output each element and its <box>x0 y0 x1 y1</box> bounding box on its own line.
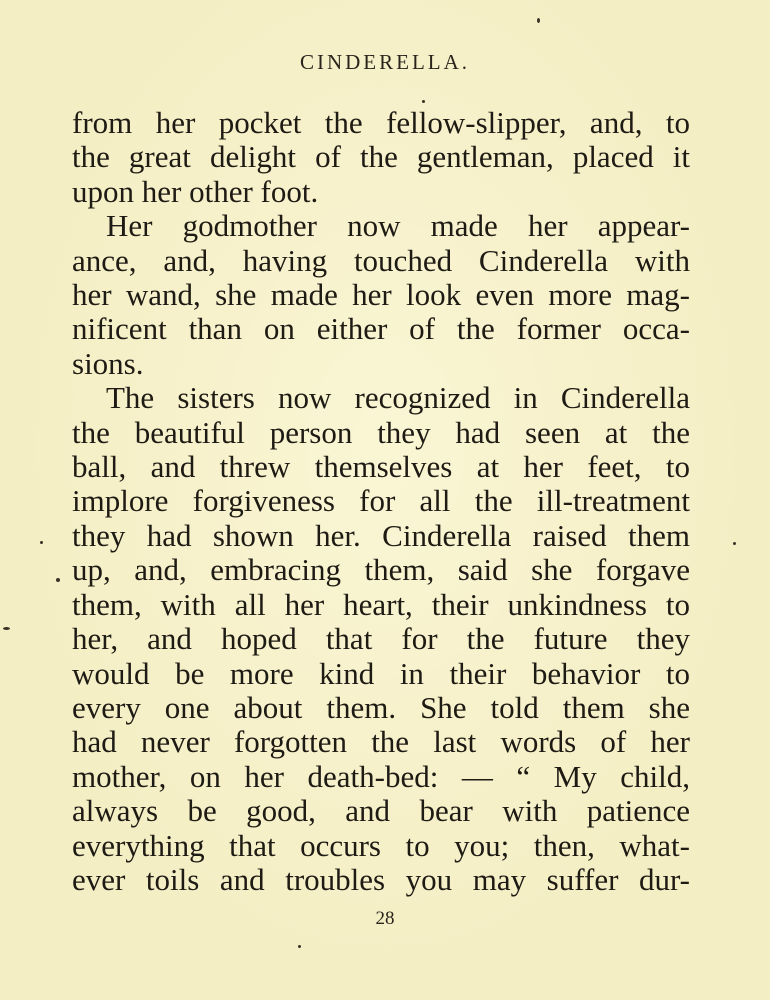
text-line: nificent than on either of the former occa- <box>72 311 690 347</box>
paper-speck <box>733 542 736 545</box>
text-line: implore forgiveness for all the ill-treatment <box>72 483 690 519</box>
paragraph-1 <box>72 106 690 209</box>
text-line: from her pocket the fellow-slipper, and, to <box>72 105 690 140</box>
running-title: CINDERELLA. <box>299 50 471 74</box>
body-text <box>72 106 690 897</box>
text-line: her wand, she made her look even more mag- <box>72 277 690 313</box>
text-line: had never forgotten the last words of her <box>72 724 690 760</box>
text-line: the beautiful person they had seen at the <box>72 414 690 450</box>
paragraph-3 <box>72 381 690 897</box>
text-line: everything that occurs to you; then, what- <box>72 827 690 863</box>
text-line: they had shown her. Cinderella raised them <box>72 517 690 553</box>
text-line: upon her other foot. <box>72 173 319 209</box>
text-line: sions. <box>72 345 144 381</box>
paper-speck <box>3 627 10 630</box>
text-line: up, and, embracing them, said she forgave <box>72 552 690 588</box>
paper-speck <box>537 18 540 23</box>
text-line: ball, and threw themselves at her feet, to <box>72 449 690 485</box>
text-line: the great delight of the gentleman, placed it <box>72 139 690 175</box>
paper-speck <box>422 100 425 103</box>
text-line: ever toils and troubles you may suffer dur- <box>72 861 690 897</box>
page-number: 28 <box>375 908 395 929</box>
paper-speck <box>56 578 60 582</box>
text-line: her, and hoped that for the future they <box>72 621 690 657</box>
text-line: ance, and, having touched Cinderella with <box>72 242 690 278</box>
paper-speck <box>298 945 301 948</box>
text-line: would be more kind in their behavior to <box>72 655 690 691</box>
text-line: them, with all her heart, their unkindness to <box>72 586 690 622</box>
text-line: Her godmother now made her appear- <box>106 208 690 244</box>
text-line: every one about them. She told them she <box>72 689 690 725</box>
text-line: The sisters now recognized in Cinderella <box>106 380 690 416</box>
paragraph-2 <box>72 209 690 381</box>
text-line: mother, on her death-bed: — “ My child, <box>72 758 690 794</box>
paper-speck <box>40 541 43 544</box>
text-line: always be good, and bear with patience <box>72 793 690 829</box>
